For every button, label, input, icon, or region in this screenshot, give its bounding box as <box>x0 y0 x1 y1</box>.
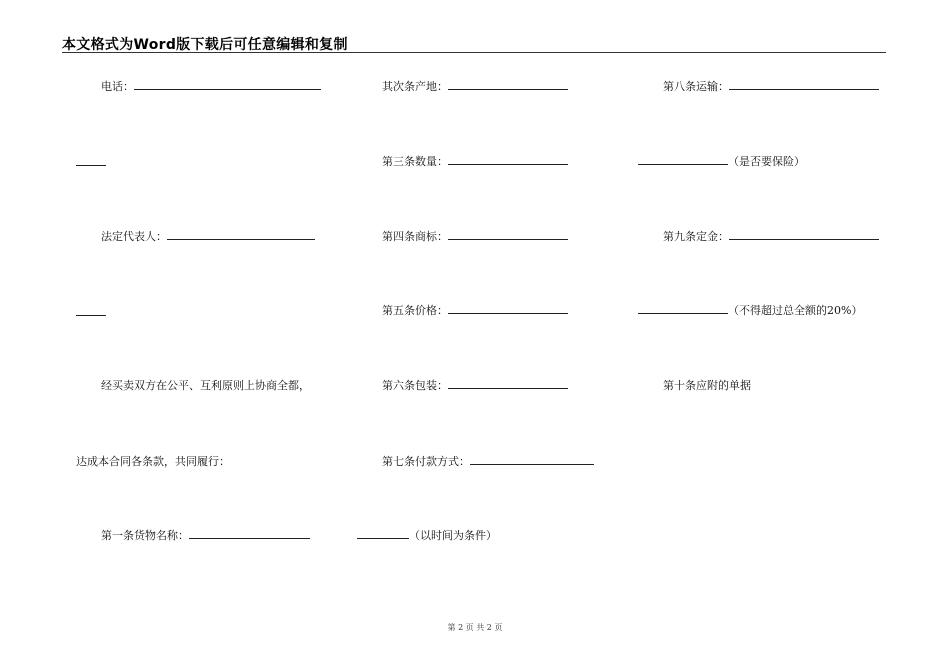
deposit-note: （不得超过总全额的20%） <box>728 304 863 317</box>
article-4-label: 第四条商标： <box>382 230 448 243</box>
legal-rep-row <box>101 230 315 244</box>
page-number: 第 2 页 共 2 页 <box>447 623 503 632</box>
legal-rep-blank <box>167 230 315 240</box>
intro-line-2: 达成本合同各条款，共同履行： <box>76 455 230 468</box>
article-5-blank <box>448 304 568 314</box>
insurance-note: （是否要保险） <box>728 155 805 168</box>
article-8-label: 第八条运输： <box>663 80 729 93</box>
article-7-row <box>382 455 594 469</box>
article-4-blank <box>448 230 568 240</box>
article-3-row <box>382 155 568 169</box>
article-5-label: 第五条价格： <box>382 304 448 317</box>
article-2-blank <box>448 80 568 90</box>
article-1-row <box>101 529 310 543</box>
insurance-row <box>638 155 805 169</box>
article-7-label: 第七条付款方式： <box>382 455 470 468</box>
article-6-blank <box>448 379 568 389</box>
article-5-row <box>382 304 568 318</box>
phone-label: 电话： <box>101 80 134 93</box>
article-2-row <box>382 80 568 94</box>
article-1-blank <box>189 529 310 539</box>
article-3-blank <box>448 155 568 165</box>
article-2-label: 其次条产地： <box>382 80 448 93</box>
article-6-row <box>382 379 568 393</box>
article-9-blank <box>729 230 879 240</box>
deposit-blank <box>638 304 728 314</box>
article-8-blank <box>729 80 879 90</box>
legal-rep-label: 法定代表人： <box>101 230 167 243</box>
article-8-row <box>663 80 879 94</box>
article-7-blank <box>470 455 594 465</box>
phone-row <box>101 80 321 94</box>
page-header <box>62 34 886 53</box>
phone-blank <box>134 80 321 90</box>
phone-continuation <box>76 156 106 170</box>
phone-blank-continuation <box>76 156 106 166</box>
time-condition-note: （以时间为条件） <box>409 529 497 542</box>
article-6-label: 第六条包装： <box>382 379 448 392</box>
article-9-row <box>663 230 879 244</box>
article-10-label: 第十条应附的单据 <box>663 379 751 392</box>
legal-rep-blank-continuation <box>76 306 106 316</box>
legal-rep-continuation <box>76 306 106 320</box>
header-title: 本文格式为Word版下载后可任意编辑和复制 <box>62 37 348 53</box>
time-condition-row <box>357 529 497 543</box>
deposit-row <box>638 304 862 318</box>
article-1-label: 第一条货物名称： <box>101 529 189 542</box>
article-4-row <box>382 230 568 244</box>
intro-line-1: 经买卖双方在公平、互利原则上协商全都， <box>101 379 310 392</box>
article-9-label: 第九条定金： <box>663 230 729 243</box>
time-condition-blank <box>357 529 409 539</box>
article-3-label: 第三条数量： <box>382 155 448 168</box>
insurance-blank <box>638 155 728 165</box>
